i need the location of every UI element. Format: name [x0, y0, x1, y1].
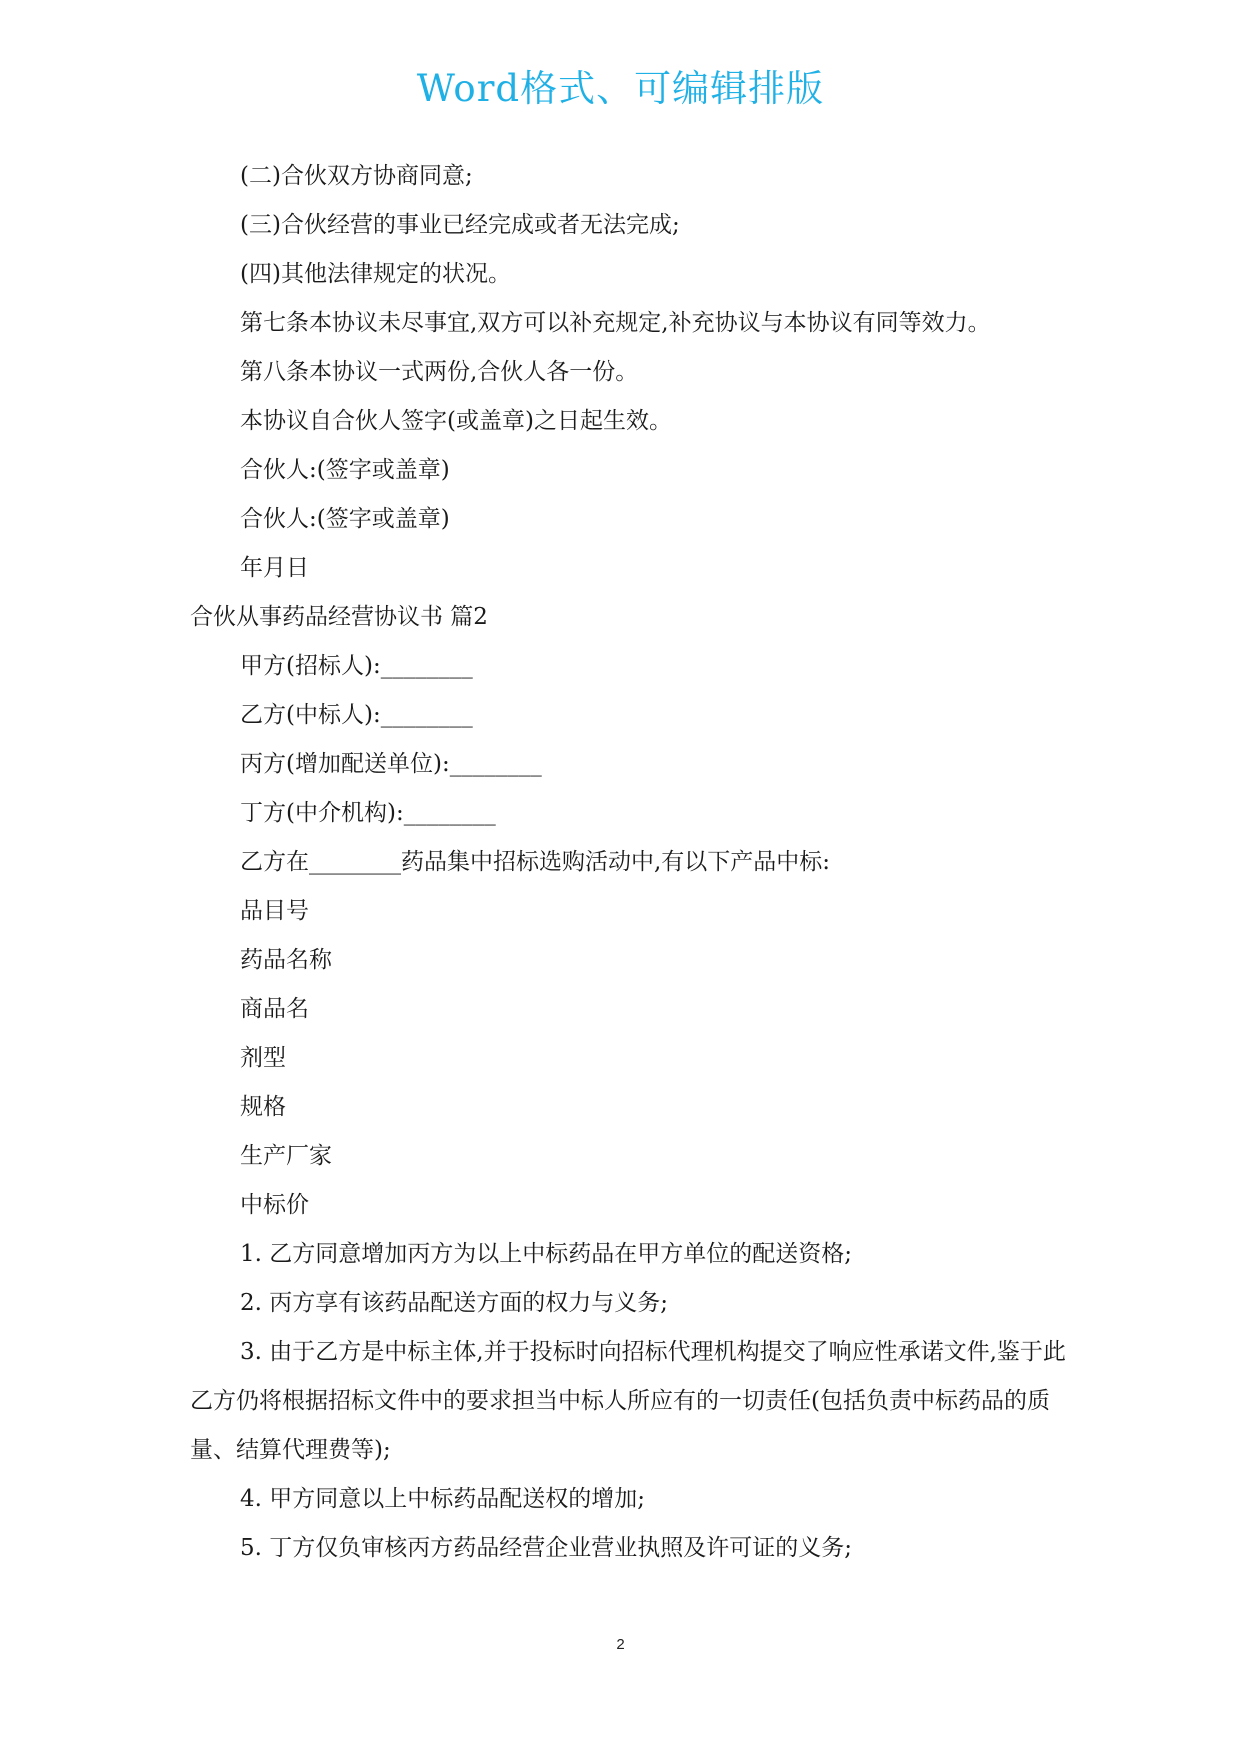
field-label: 商品名: [240, 996, 309, 1022]
page-number: 2: [616, 1636, 625, 1653]
numbered-clause: 3. 由于乙方是中标主体,并于投标时向招标代理机构提交了响应性承诺文件,鉴于此乙方仍将根据招标文件中的要求担当中标人所应有的一切责任(包括负责中标药品的质量、结算代理费等);: [190, 1339, 1066, 1463]
paragraph: 乙方在________药品集中招标选购活动中,有以下产品中标:: [240, 849, 831, 875]
numbered-clause: 4. 甲方同意以上中标药品配送权的增加;: [240, 1486, 646, 1512]
field-label: 药品名称: [240, 947, 332, 973]
field-label: 中标价: [240, 1192, 309, 1218]
party-line: 丙方(增加配送单位):________: [240, 751, 542, 777]
paragraph: 本协议自合伙人签字(或盖章)之日起生效。: [240, 408, 672, 434]
numbered-clause: 1. 乙方同意增加丙方为以上中标药品在甲方单位的配送资格;: [240, 1241, 853, 1267]
paragraph: (三)合伙经营的事业已经完成或者无法完成;: [240, 212, 680, 238]
field-label: 生产厂家: [240, 1143, 332, 1169]
paragraph: (二)合伙双方协商同意;: [240, 163, 473, 189]
field-label: 品目号: [240, 898, 309, 924]
paragraph: 第八条本协议一式两份,合伙人各一份。: [240, 359, 639, 385]
paragraph: (四)其他法律规定的状况。: [240, 261, 511, 287]
numbered-clause: 2. 丙方享有该药品配送方面的权力与义务;: [240, 1290, 669, 1316]
party-line: 乙方(中标人):________: [240, 702, 473, 728]
header-title: Word格式、可编辑排版: [416, 67, 825, 110]
party-line: 丁方(中介机构):________: [240, 800, 496, 826]
field-label: 剂型: [240, 1045, 286, 1071]
numbered-clause: 5. 丁方仅负审核丙方药品经营企业营业执照及许可证的义务;: [240, 1535, 853, 1561]
party-line: 甲方(招标人):________: [240, 653, 473, 679]
paragraph: 第七条本协议未尽事宜,双方可以补充规定,补充协议与本协议有同等效力。: [240, 310, 991, 336]
date-line: 年月日: [240, 555, 309, 581]
document-body: [190, 152, 1070, 1573]
field-label: 规格: [240, 1094, 286, 1120]
signature-line: 合伙人:(签字或盖章): [240, 506, 450, 532]
signature-line: 合伙人:(签字或盖章): [240, 457, 450, 483]
section-heading: 合伙从事药品经营协议书 篇2: [190, 604, 488, 630]
